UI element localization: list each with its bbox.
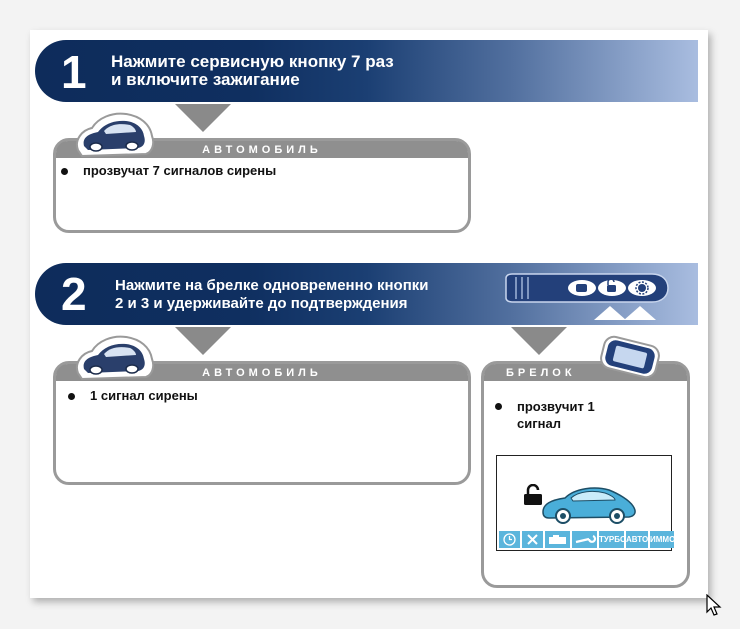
pager-fob-icon xyxy=(596,333,664,381)
bullet-icon xyxy=(61,168,68,175)
bullet-icon xyxy=(495,403,502,410)
step-1-arrow-down-icon xyxy=(175,104,231,132)
step-2-fob-panel: БРЕЛОК прозвучит 1 сигнал xyxy=(481,361,690,588)
step-2-line-1: Нажмите на брелке одновременно кнопки xyxy=(115,277,429,294)
step-1-number: 1 xyxy=(61,46,87,98)
keyfob-buttons-icon xyxy=(502,268,670,322)
step-1-line-1: Нажмите сервисную кнопку 7 раз xyxy=(111,52,394,71)
car-icon xyxy=(72,110,156,158)
fob-button-3-icon xyxy=(628,280,656,296)
step-2-car-panel: АВТОМОБИЛЬ 1 сигнал сирены xyxy=(53,361,471,485)
step-1-instruction xyxy=(111,53,394,89)
step-2-number: 2 xyxy=(61,268,87,320)
step-2-line-2: 2 и 3 и удерживайте до подтверждения xyxy=(115,295,408,312)
car-icon xyxy=(539,480,639,526)
status-badge-turbo: ТУРБО xyxy=(599,531,624,548)
step-2-fob-arrow-down-icon xyxy=(511,327,567,355)
mouse-cursor-icon xyxy=(706,594,722,618)
status-badge-immo: ИММО xyxy=(650,531,674,548)
wrench-icon xyxy=(572,531,597,548)
engine-icon xyxy=(545,531,570,548)
step-2-fob-panel-title: БРЕЛОК xyxy=(506,367,576,379)
fob-lcd-display xyxy=(496,455,676,551)
status-badge-auto: АВТО xyxy=(626,531,648,548)
step-1-car-panel-title: АВТОМОБИЛЬ xyxy=(202,144,322,156)
clock-icon xyxy=(499,531,520,548)
fob-button-1-icon xyxy=(568,280,596,296)
lcd-status-bar xyxy=(499,531,676,548)
step-1-banner xyxy=(35,40,698,102)
step-1-line-2: и включите зажигание xyxy=(111,70,300,89)
car-icon xyxy=(72,333,156,381)
fan-icon xyxy=(522,531,543,548)
step-2-instruction xyxy=(115,277,429,313)
bullet-icon xyxy=(68,393,75,400)
step-1-car-panel: АВТОМОБИЛЬ прозвучат 7 сигналов сирены xyxy=(53,138,471,233)
step-2-arrow-down-icon xyxy=(175,327,231,355)
step-2-car-panel-title: АВТОМОБИЛЬ xyxy=(202,367,322,379)
